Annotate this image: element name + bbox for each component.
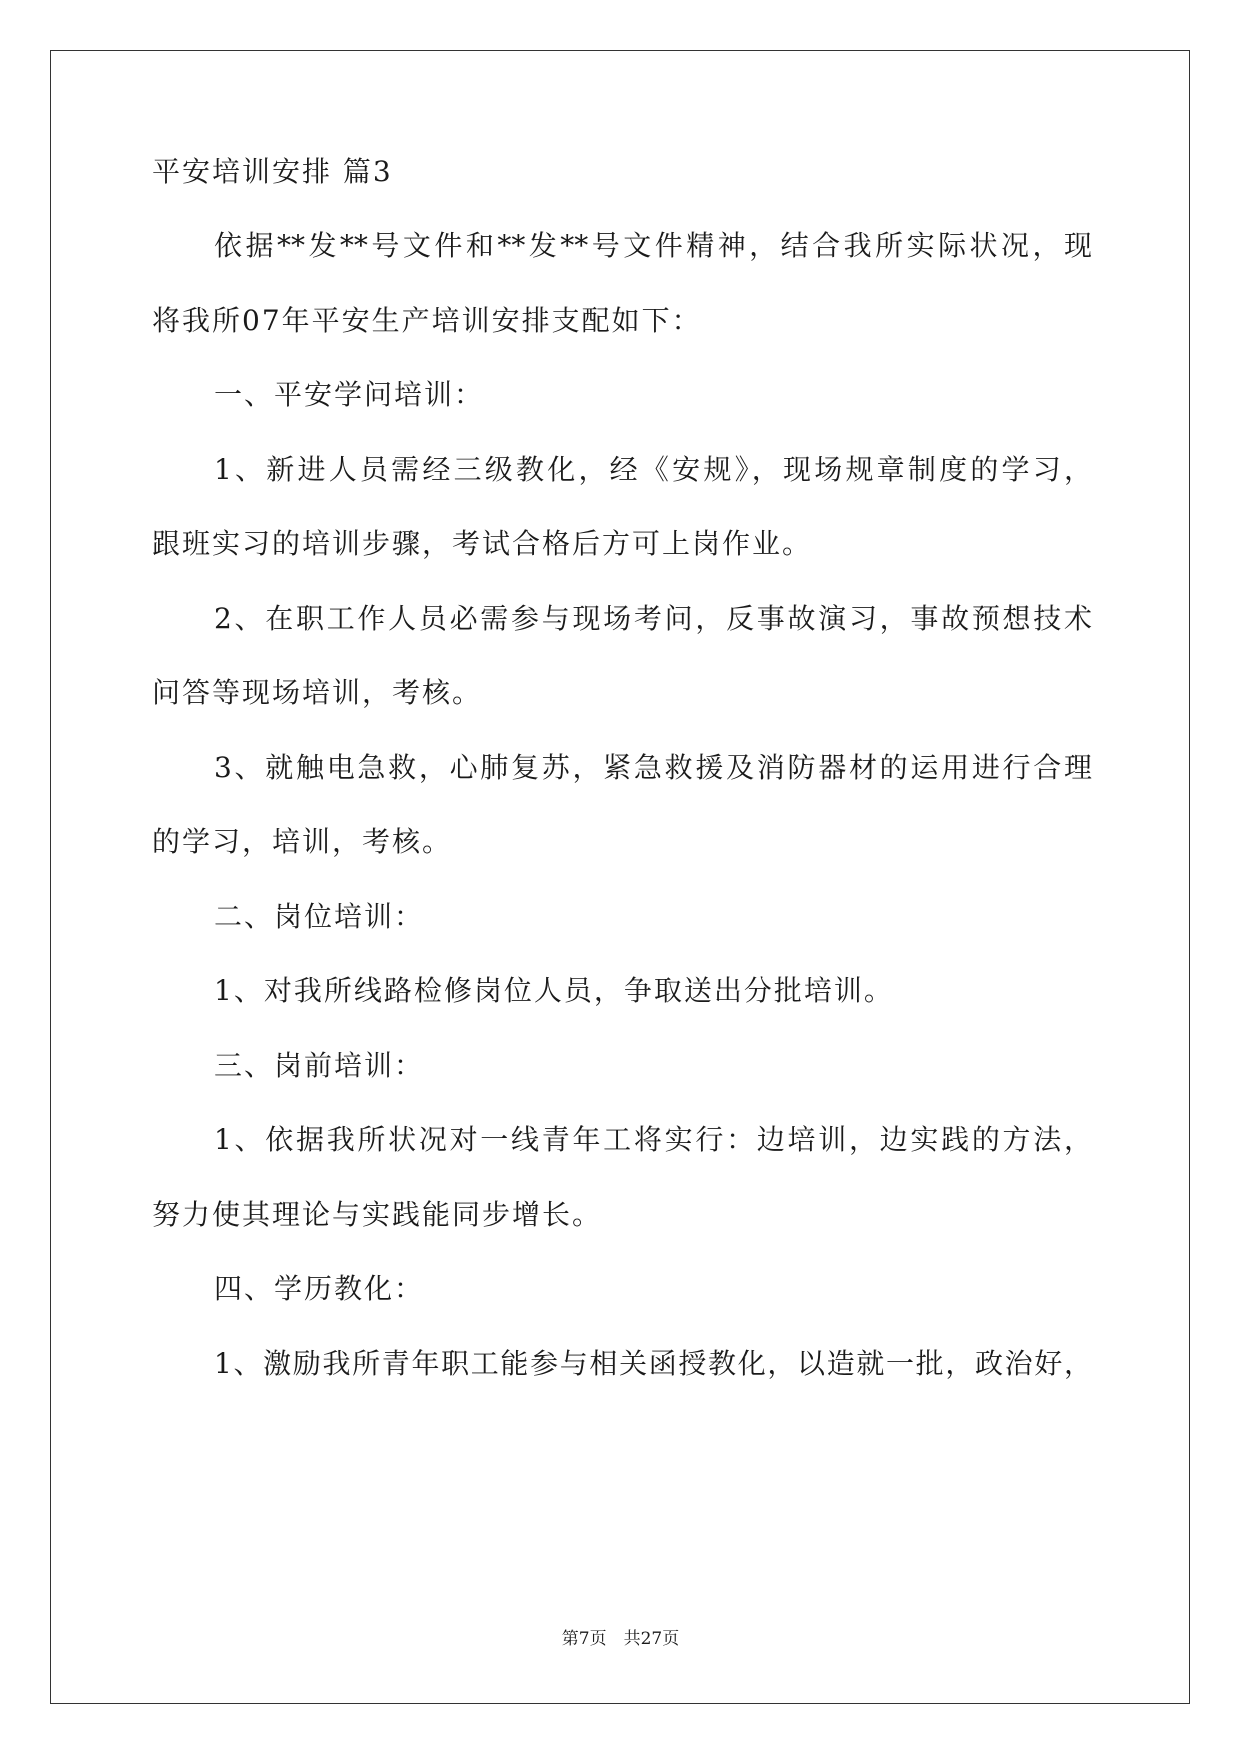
paragraph-line: 问答等现场培训，考核。: [152, 676, 483, 709]
paragraph-line: 2、在职工作人员必需参与现场考问，反事故演习，事故预想技术: [214, 602, 1092, 635]
paragraph-line: 1、激励我所青年职工能参与相关函授教化，以造就一批，政治好，: [214, 1347, 1092, 1380]
paragraph-line: 三、岗前培训：: [214, 1049, 425, 1082]
paragraph-line: 跟班实习的培训步骤，考试合格后方可上岗作业。: [152, 527, 813, 560]
paragraph-line: 一、平安学问培训：: [214, 378, 485, 411]
paragraph-line: 1、依据我所状况对一线青年工将实行：边培训，边实践的方法，: [214, 1123, 1092, 1156]
paragraph-line: 努力使其理论与实践能同步增长。: [152, 1198, 603, 1231]
document-title: 平安培训安排 篇3: [152, 155, 393, 188]
paragraph-line: 的学习，培训，考核。: [152, 825, 453, 858]
paragraph-line: 二、岗位培训：: [214, 900, 425, 933]
page-border: [50, 50, 1190, 1704]
paragraph-line: 1、新进人员需经三级教化，经《安规》，现场规章制度的学习，: [214, 453, 1092, 486]
paragraph-line: 四、学历教化：: [214, 1272, 425, 1305]
paragraph-line: 将我所07年平安生产培训安排支配如下：: [152, 304, 702, 337]
paragraph-line: 3、就触电急救，心肺复苏，紧急救援及消防器材的运用进行合理: [214, 751, 1092, 784]
paragraph-line: 依据**发**号文件和**发**号文件精神，结合我所实际状况，现: [214, 229, 1092, 262]
paragraph-line: 1、对我所线路检修岗位人员，争取送出分批培训。: [214, 974, 894, 1007]
page-footer: 第7页 共27页: [561, 1629, 680, 1649]
